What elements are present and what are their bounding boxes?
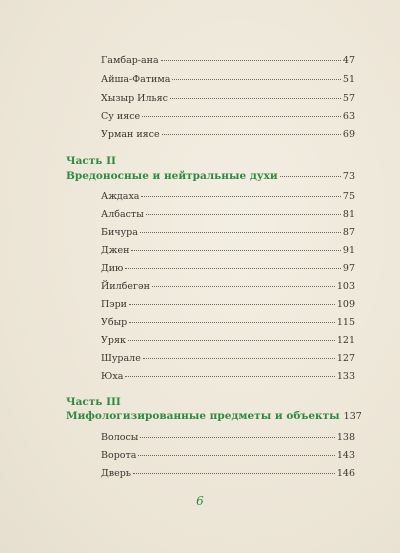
toc-entry-page: 133 (336, 371, 355, 382)
toc-entry-page: 146 (336, 468, 355, 479)
toc-entry (101, 209, 355, 221)
toc-leader-dots (141, 196, 340, 197)
toc-entry-page: 69 (342, 129, 355, 140)
toc-leader-dots (125, 376, 335, 377)
toc-entry-title: Бичура (101, 227, 138, 238)
toc-entry-title: Урман иясе (101, 129, 160, 140)
toc-entry-page: 51 (342, 74, 355, 85)
toc-entry (101, 129, 355, 141)
part-heading (66, 410, 362, 423)
toc-entry-title: Дию (101, 263, 124, 274)
toc-entry-title: Аждаха (101, 191, 140, 202)
toc-entry-page: 91 (342, 245, 355, 256)
toc-entry-title: Хызыр Ильяс (101, 93, 168, 104)
toc-entry-title: Шурале (101, 353, 141, 364)
part-page: 137 (343, 411, 362, 422)
part-label: Часть III (66, 396, 121, 408)
toc-entry (101, 93, 355, 105)
toc-entry (101, 299, 355, 311)
toc-entry-page: 115 (336, 317, 355, 328)
toc-entry-title: Юха (101, 371, 124, 382)
toc-leader-dots (146, 214, 341, 215)
toc-leader-dots (162, 134, 341, 135)
toc-entry-title: Дверь (101, 468, 131, 479)
toc-entry-page: 109 (336, 299, 355, 310)
toc-entry (101, 281, 355, 293)
toc-entry (101, 74, 355, 86)
toc-leader-dots (125, 268, 341, 269)
toc-entry (101, 245, 355, 257)
toc-entry (101, 111, 355, 123)
toc-leader-dots (280, 176, 341, 177)
part-page: 73 (342, 171, 355, 182)
toc-leader-dots (172, 79, 340, 80)
toc-entry-page: 63 (342, 111, 355, 122)
toc-leader-dots (140, 232, 341, 233)
page-number: 6 (196, 494, 204, 508)
toc-entry-title: Волосы (101, 432, 139, 443)
toc-leader-dots (131, 250, 340, 251)
toc-entry (101, 432, 355, 444)
toc-entry-page: 47 (342, 55, 355, 66)
toc-entry-page: 57 (342, 93, 355, 104)
toc-entry-page: 121 (336, 335, 355, 346)
toc-entry (101, 371, 355, 383)
toc-entry (101, 450, 355, 462)
toc-leader-dots (138, 455, 334, 456)
toc-entry-title: Гамбар-ана (101, 55, 159, 66)
toc-entry-title: Пэри (101, 299, 128, 310)
toc-leader-dots (133, 473, 335, 474)
toc-entry-title: Джен (101, 245, 130, 256)
toc-leader-dots (170, 98, 341, 99)
toc-entry (101, 263, 355, 275)
toc-entry-page: 87 (342, 227, 355, 238)
toc-entry-page: 143 (336, 450, 355, 461)
toc-entry (101, 335, 355, 347)
toc-entry-title: Йилбегән (101, 281, 150, 292)
part-title: Мифологизированные предметы и объекты (66, 410, 340, 422)
toc-entry (101, 468, 355, 480)
toc-entry-title: Су иясе (101, 111, 141, 122)
toc-leader-dots (128, 340, 335, 341)
toc-entry (101, 227, 355, 239)
toc-leader-dots (161, 60, 341, 61)
toc-leader-dots (152, 286, 335, 287)
toc-entry-page: 138 (336, 432, 355, 443)
toc-leader-dots (143, 358, 335, 359)
toc-entry-page: 81 (342, 209, 355, 220)
toc-entry-title: Убыр (101, 317, 128, 328)
toc-entry-title: Ворота (101, 450, 137, 461)
part-title: Вредоносные и нейтральные духи (66, 170, 278, 182)
toc-entry (101, 191, 355, 203)
toc-entry-title: Уряк (101, 335, 126, 346)
toc-entry-page: 127 (336, 353, 355, 364)
toc-leader-dots (142, 116, 341, 117)
toc-entry (101, 317, 355, 329)
toc-leader-dots (129, 322, 335, 323)
part-label: Часть II (66, 155, 116, 167)
part-heading (66, 170, 355, 183)
toc-entry-page: 75 (342, 191, 355, 202)
toc-entry-title: Албасты (101, 209, 144, 220)
toc-leader-dots (140, 437, 335, 438)
toc-leader-dots (129, 304, 335, 305)
toc-entry (101, 353, 355, 365)
toc-entry-page: 103 (336, 281, 355, 292)
toc-entry-title: Айша-Фатима (101, 74, 171, 85)
toc-entry-page: 97 (342, 263, 355, 274)
toc-entry (101, 55, 355, 67)
